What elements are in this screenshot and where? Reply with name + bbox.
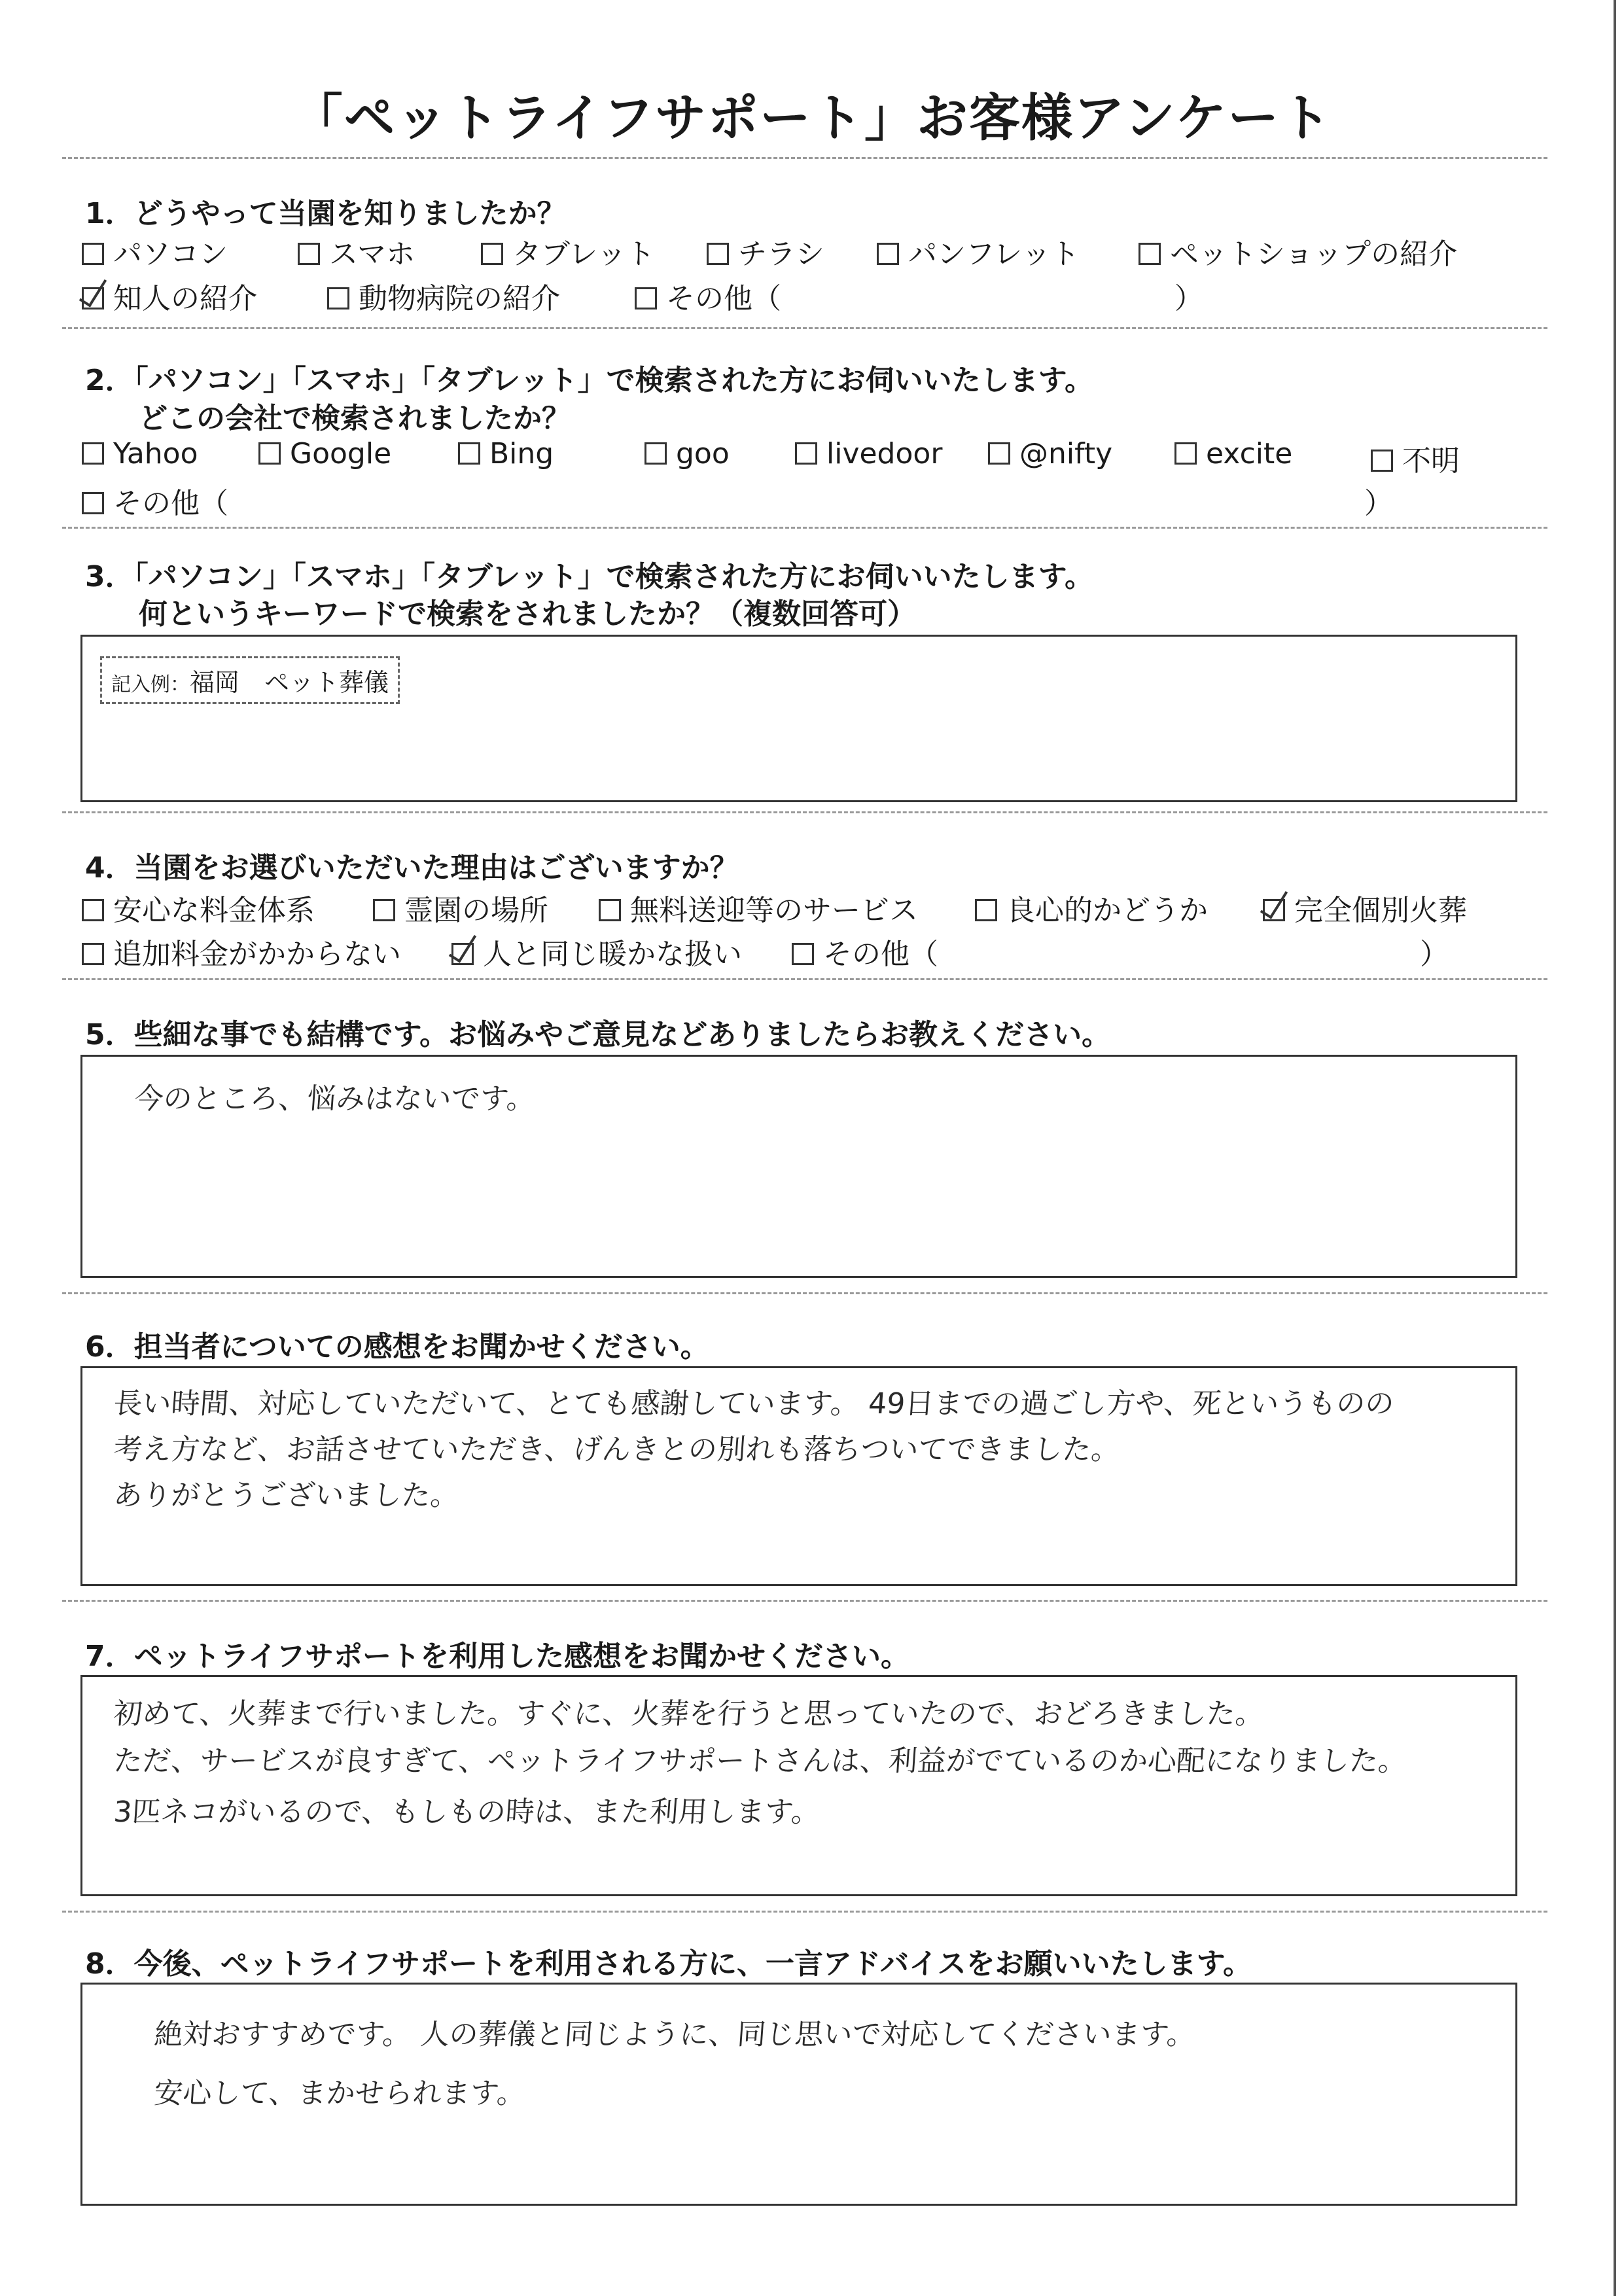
q4-option-pickup[interactable]: 無料送迎等のサービス: [599, 887, 918, 928]
q1-option-flyer[interactable]: チラシ: [707, 230, 824, 272]
checkbox[interactable]: [298, 243, 320, 265]
q6-answer-line: ありがとうございました。: [112, 1479, 461, 1512]
checkbox[interactable]: [258, 442, 281, 465]
q1-close-paren: ）: [1174, 282, 1203, 315]
q4-option-location[interactable]: 霊園の場所: [373, 887, 548, 928]
q4-option-conscientious[interactable]: 良心的かどうか: [975, 887, 1208, 928]
checkbox[interactable]: [82, 943, 104, 965]
q3-answer-box[interactable]: [80, 635, 1517, 802]
separator: [62, 1292, 1547, 1294]
checkbox[interactable]: [82, 492, 104, 514]
separator: [62, 1911, 1547, 1913]
q4-option-other[interactable]: その他（: [792, 930, 938, 972]
q2-option-goo[interactable]: goo: [644, 437, 730, 470]
q3-question-line1: 3．「パソコン」「スマホ」「タブレット」で検索された方にお伺いいたします。: [85, 560, 1094, 593]
q4-option-no-extra-fee[interactable]: 追加料金がかからない: [82, 930, 401, 972]
separator: [62, 527, 1547, 529]
q2-option-bing[interactable]: Bing: [458, 437, 554, 470]
q7-answer-line: 初めて、火葬まで行いました。すぐに、火葬を行うと思っていたので、おどろきました。: [112, 1697, 1265, 1731]
q2-option-nifty[interactable]: @nifty: [988, 437, 1112, 470]
checkbox[interactable]: [1139, 243, 1161, 265]
separator: [62, 157, 1547, 159]
survey-title: 「ペットライフサポート」お客様アンケート: [291, 89, 1333, 148]
q2-option-google[interactable]: Google: [258, 437, 391, 470]
checkbox[interactable]: [599, 899, 621, 921]
q1-option-smartphone[interactable]: スマホ: [298, 230, 415, 272]
q3-question-line2: 何というキーワードで検索をされましたか？（複数回答可）: [139, 597, 916, 631]
checkbox[interactable]: [635, 287, 657, 309]
q5-question: 5．些細な事でも結構です。お悩みやご意見などありましたらお教えください。: [85, 1018, 1111, 1051]
q2-option-unknown[interactable]: 不明: [1371, 437, 1460, 479]
q4-option-price[interactable]: 安心な料金体系: [82, 887, 315, 928]
q1-option-petshop[interactable]: ペットショップの紹介: [1139, 230, 1457, 272]
q4-question: 4．当園をお選びいただいた理由はございますか？: [85, 851, 739, 885]
checkbox[interactable]: [82, 442, 104, 465]
q1-option-pc[interactable]: パソコン: [82, 230, 228, 272]
q1-option-other[interactable]: その他（: [635, 275, 781, 317]
q1-option-pamphlet[interactable]: パンフレット: [877, 230, 1080, 272]
q1-option-acquaintance[interactable]: 知人の紹介: [82, 275, 257, 317]
scan-edge: [1614, 0, 1616, 2296]
q3-example: 記入例：福岡 ペット葬儀: [100, 656, 400, 704]
q8-answer-box[interactable]: [80, 1983, 1517, 2206]
q8-answer-line: 安心して、まかせられます。: [152, 2077, 527, 2110]
checkbox[interactable]: [373, 899, 395, 921]
q6-question: 6．担当者についての感想をお聞かせください。: [85, 1330, 709, 1364]
checkbox[interactable]: [795, 442, 817, 465]
checkbox-checked[interactable]: [1263, 899, 1285, 921]
separator: [62, 811, 1547, 813]
separator: [62, 1600, 1547, 1602]
q5-answer-box[interactable]: [80, 1055, 1517, 1278]
checkbox[interactable]: [82, 243, 104, 265]
checkbox[interactable]: [327, 287, 349, 309]
checkbox[interactable]: [877, 243, 899, 265]
checkbox[interactable]: [1174, 442, 1197, 465]
q4-option-individual-cremation[interactable]: 完全個別火葬: [1263, 887, 1467, 928]
checkbox[interactable]: [458, 442, 480, 465]
checkbox[interactable]: [988, 442, 1010, 465]
checkbox[interactable]: [792, 943, 814, 965]
checkbox[interactable]: [644, 442, 667, 465]
q1-option-vet[interactable]: 動物病院の紹介: [327, 275, 560, 317]
q7-question: 7．ペットライフサポートを利用した感想をお聞かせください。: [85, 1640, 909, 1673]
q7-answer-line: 3匹ネコがいるので、もしもの時は、また利用します。: [112, 1795, 822, 1829]
checkbox[interactable]: [975, 899, 997, 921]
q2-option-other[interactable]: その他（: [82, 480, 228, 521]
checkbox[interactable]: [707, 243, 729, 265]
checkbox[interactable]: [1371, 450, 1393, 472]
q8-question: 8．今後、ペットライフサポートを利用される方に、一言アドバイスをお願いいたします。: [85, 1947, 1252, 1981]
checkbox[interactable]: [481, 243, 503, 265]
separator: [62, 327, 1547, 329]
q2-question-line2: どこの会社で検索されましたか？: [139, 402, 571, 435]
q7-answer-line: ただ、サービスが良すぎて、ペットライフサポートさんは、利益がでているのか心配になりました。: [112, 1744, 1408, 1778]
q6-answer-line: 考え方など、お話させていただき、げんきとの別れも落ちついてできました。: [112, 1433, 1121, 1466]
q4-close-paren: ）: [1420, 938, 1449, 971]
q2-question-line1: 2．「パソコン」「スマホ」「タブレット」で検索された方にお伺いいたします。: [85, 364, 1094, 397]
checkbox[interactable]: [82, 899, 104, 921]
q2-option-excite[interactable]: excite: [1174, 437, 1292, 470]
q8-answer-line: 絶対おすすめです。 人の葬儀と同じように、同じ思いで対応してくださいます。: [152, 2018, 1197, 2051]
q2-option-yahoo[interactable]: Yahoo: [82, 437, 198, 470]
q5-answer-line: 今のところ、悩みはないです。: [133, 1082, 537, 1116]
checkbox-checked[interactable]: [82, 287, 104, 309]
q2-option-livedoor[interactable]: livedoor: [795, 437, 942, 470]
q2-close-paren: ）: [1364, 487, 1393, 520]
q4-option-warm-treatment[interactable]: 人と同じ暖かな扱い: [451, 930, 742, 972]
q1-question: 1．どうやって当園を知りましたか？: [85, 197, 566, 230]
separator: [62, 978, 1547, 980]
checkbox-checked[interactable]: [451, 943, 474, 965]
q6-answer-box[interactable]: [80, 1366, 1517, 1586]
q6-answer-line: 長い時間、対応していただいて、とても感謝しています。 49日までの過ごし方や、死というものの: [112, 1387, 1396, 1421]
q7-answer-box[interactable]: [80, 1675, 1517, 1896]
q1-option-tablet[interactable]: タブレット: [481, 230, 655, 272]
